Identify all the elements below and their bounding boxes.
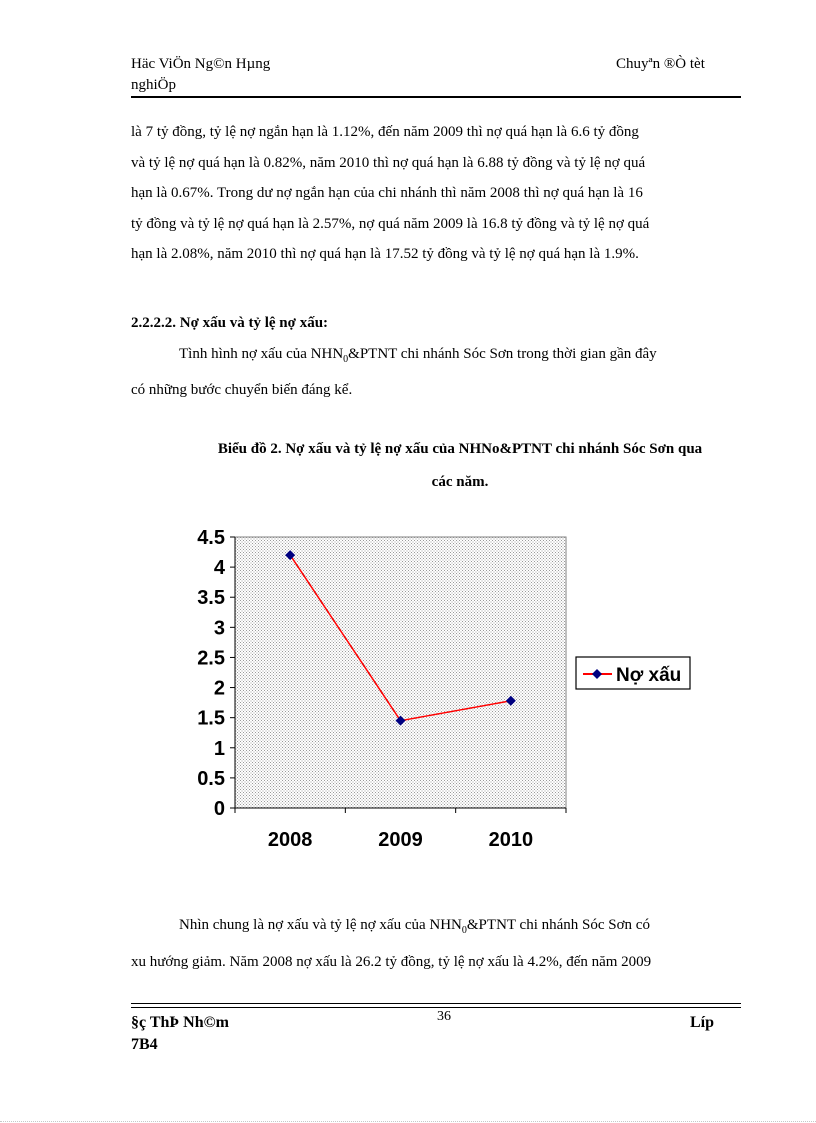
footer-class: 7B4	[131, 1036, 158, 1053]
y-tick-label: 0.5	[197, 767, 225, 790]
x-axis	[235, 808, 566, 851]
y-tick-label: 2.5	[197, 647, 225, 670]
footer-left	[131, 1012, 229, 1056]
page-number: 36	[437, 1009, 451, 1024]
y-axis	[197, 527, 235, 820]
paragraph-conclusion	[131, 910, 735, 977]
text-fragment: Nhìn chung là nợ xấu và tỷ lệ nợ xấu của NHN	[179, 917, 462, 933]
subscript: 0	[343, 353, 349, 365]
text-line	[131, 910, 735, 947]
header-right: Chuyªn ®Ò tèt	[616, 56, 705, 72]
y-tick-label: 4.5	[197, 527, 225, 549]
y-tick-label: 1.5	[197, 707, 225, 730]
y-tick-label: 1	[213, 737, 225, 760]
plot-area	[235, 537, 566, 808]
chart-caption-line2: các năm.	[431, 474, 489, 490]
text-fragment: Tình hình nợ xấu của NHN	[179, 345, 344, 362]
footer-author: §ç ThÞ Nh©m	[131, 1014, 229, 1031]
text-fragment: &PTNT chi nhánh Sóc Sơn trong thời gian gần đây	[348, 345, 657, 362]
legend	[576, 657, 690, 689]
section-title: 2.2.2.2. Nợ xấu và tỷ lệ nợ xấu:	[131, 315, 329, 331]
legend-label: Nợ xấu	[616, 665, 682, 686]
chart-caption-line1: Biểu đồ 2. Nợ xấu và tỷ lệ nợ xấu của NHNo&PTNT chi nhánh Sóc Sơn qua	[217, 441, 703, 457]
y-tick-label: 3	[213, 617, 225, 640]
y-tick-label: 0	[213, 798, 225, 820]
text-fragment: &PTNT chi nhánh Sóc Sơn có	[466, 917, 650, 933]
text-line: và tỷ lệ nợ quá hạn là 0.82%, năm 2010 thì nợ quá hạn là 6.88 tỷ đồng và tỷ lệ nợ quá	[131, 154, 646, 171]
y-tick-label: 3.5	[197, 587, 225, 610]
subscript: 0	[461, 925, 467, 936]
footer-right: Líp	[690, 1014, 715, 1031]
x-tick-label: 2010	[488, 829, 534, 851]
footer-rule-bottom	[131, 1007, 741, 1008]
y-tick-label: 2	[213, 677, 225, 700]
x-tick-label: 2009	[378, 829, 423, 851]
page-edge	[0, 1121, 816, 1122]
text-line: tỷ đồng và tỷ lệ nợ quá hạn là 2.57%, nợ quá năm 2009 là 16.8 tỷ đồng và tỷ lệ nợ quá	[131, 215, 650, 232]
text-line: hạn là 2.08%, năm 2010 thì nợ quá hạn là 17.52 tỷ đồng và tỷ lệ nợ quá hạn là 1.9%.	[131, 246, 639, 262]
text-line: xu hướng giảm. Năm 2008 nợ xấu là 26.2 tỷ đồng, tỷ lệ nợ xấu là 4.2%, đến năm 2009	[131, 953, 652, 970]
text-line: là 7 tỷ đồng, tỷ lệ nợ ngắn hạn là 1.12%, đến năm 2009 thì nợ quá hạn là 6.6 tỷ đồng	[131, 124, 639, 140]
x-tick-label: 2008	[267, 829, 313, 851]
y-tick-label: 4	[213, 557, 225, 580]
header-institution: Häc ViÖn Ng©n Hµng	[131, 56, 271, 72]
footer-rule-top	[131, 1003, 741, 1004]
text-line: có những bước chuyển biến đáng kể.	[131, 382, 353, 398]
header-institution-cont: nghiÖp	[131, 77, 176, 93]
text-line: hạn là 0.67%. Trong dư nợ ngắn hạn của chi nhánh thì năm 2008 thì nợ quá hạn là 16	[131, 185, 643, 201]
